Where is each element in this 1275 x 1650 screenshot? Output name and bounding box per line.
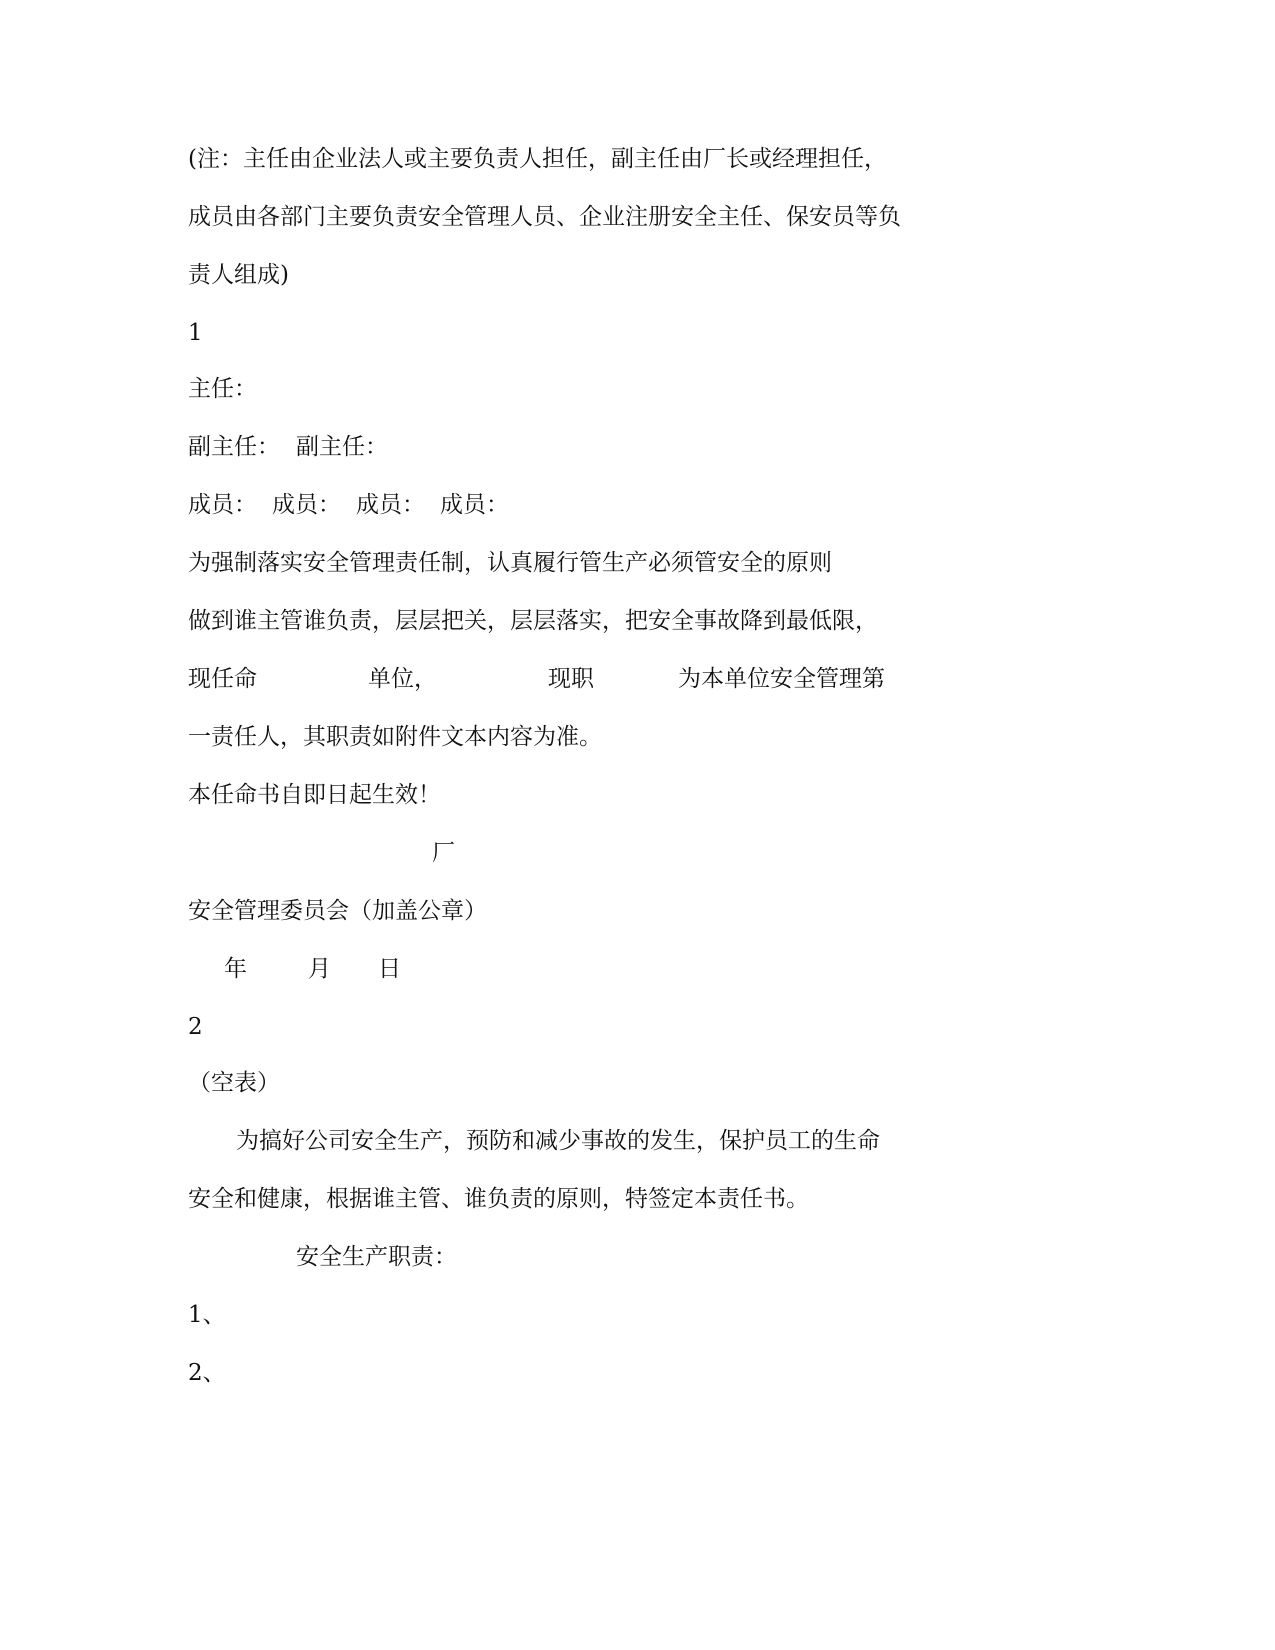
page-number-1: 1 (188, 320, 203, 346)
paragraph-2-line-1: 为搞好公司安全生产，预防和减少事故的发生，保护员工的生命 (236, 1128, 880, 1154)
paragraph-2-line-2: 安全和健康，根据谁主管、谁负责的原则，特签定本责任书。 (188, 1186, 809, 1212)
member-row (188, 490, 788, 520)
duty-item: 1、 (188, 1302, 226, 1328)
appointment-text: 现职 (548, 666, 594, 692)
appointment-text: 为本单位安全管理第 (678, 666, 885, 692)
date-row (188, 954, 588, 984)
deputy-label: 副主任： (188, 434, 280, 460)
appointment-text: 单位， (368, 666, 437, 692)
blank-form-label: （空表） (188, 1070, 280, 1096)
member-label: 成员： (440, 492, 509, 518)
member-label: 成员： (272, 492, 341, 518)
duty-item: 2、 (188, 1360, 226, 1386)
appointment-row (188, 664, 988, 694)
factory-label: 厂 (432, 840, 455, 866)
paragraph-1-line-1: 为强制落实安全管理责任制，认真履行管生产必须管安全的原则 (188, 550, 832, 576)
appointment-text: 现任命 (188, 666, 257, 692)
note-line-2: 成员由各部门主要负责安全管理人员、企业注册安全主任、保安员等负 (188, 204, 901, 230)
note-line-1: (注：主任由企业法人或主要负责人担任，副主任由厂长或经理担任， (188, 146, 887, 172)
effective-statement: 本任命书自即日起生效！ (188, 782, 441, 808)
deputy-row (188, 432, 788, 462)
member-label: 成员： (356, 492, 425, 518)
date-month-label: 月 (308, 956, 331, 982)
deputy-label: 副主任： (296, 434, 388, 460)
date-year-label: 年 (224, 956, 247, 982)
page-number-2: 2 (188, 1014, 203, 1040)
date-day-label: 日 (378, 956, 401, 982)
director-label: 主任： (188, 376, 257, 402)
paragraph-1-line-2: 做到谁主管谁负责，层层把关，层层落实，把安全事故降到最低限， (188, 608, 878, 634)
committee-signature: 安全管理委员会（加盖公章） (188, 898, 487, 924)
appointment-line-2: 一责任人，其职责如附件文本内容为准。 (188, 724, 602, 750)
duties-heading: 安全生产职责： (296, 1244, 457, 1270)
note-line-3: 责人组成) (188, 262, 289, 288)
member-label: 成员： (188, 492, 257, 518)
